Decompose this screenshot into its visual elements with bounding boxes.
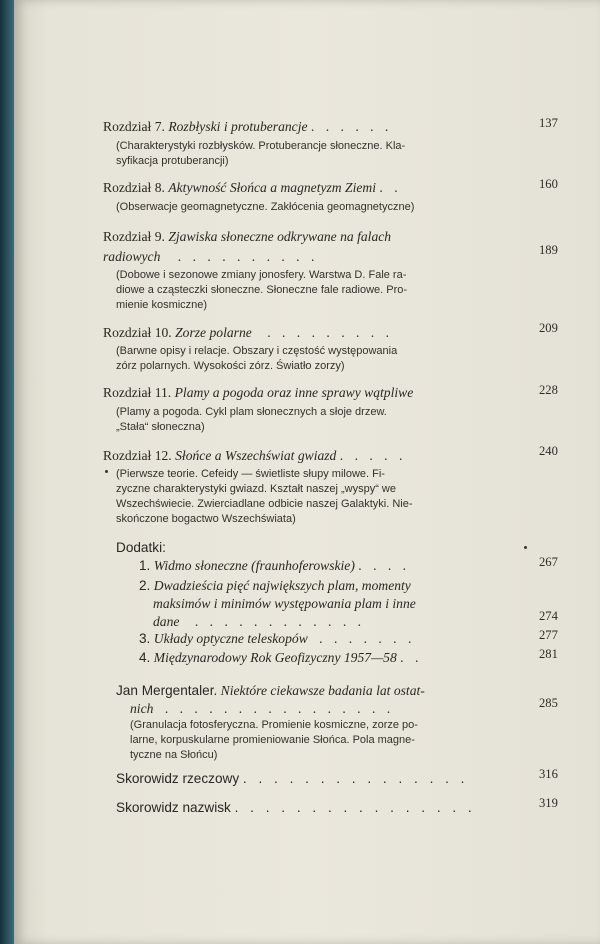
page-number: 189 [539, 243, 558, 257]
appendix-item-2-cont2 [153, 615, 365, 629]
leader-dots: . . . . . . . . . [267, 325, 393, 340]
desc-line: Wszechświecie. Zwierciadlane odbicie naszej Galaktyki. Nie- [116, 498, 413, 510]
appendix-title-cont: dane [153, 614, 180, 629]
desc-line: syfikacja protuberancji) [116, 155, 229, 167]
appendix-number: 4. [139, 650, 151, 665]
desc-line: (Barwne opisy i relacje. Obszary i częstość występowania [116, 345, 398, 357]
chapter-title: Słońce a Wszechświat gwiazd [175, 448, 337, 463]
chapter-description [116, 268, 536, 313]
desc-line: (Pierwsze teorie. Cefeidy — świetliste słupy milowe. Fi- [116, 468, 385, 480]
desc-line: skończone bogactwo Wszechświata) [116, 513, 296, 525]
appendix-item-2-cont [153, 597, 416, 611]
desc-line: larne, korpuskularne promieniowanie Słońca. Pola magne- [130, 734, 415, 746]
page-number: 319 [539, 796, 558, 810]
appendix-title: Widmo słoneczne (fraunhoferowskie) [153, 558, 355, 573]
leader-dots: . . [400, 650, 423, 665]
leader-dots: . . . . [358, 558, 411, 573]
page-number: 228 [539, 383, 558, 397]
ink-dot [105, 470, 108, 473]
ink-dot [524, 546, 527, 549]
desc-line: (Obserwacje geomagnetyczne. Zakłócenia geomagnetyczne) [116, 201, 415, 213]
chapter-description [116, 405, 536, 435]
toc-entry-mergentaler [116, 684, 425, 698]
desc-line: (Plamy a pogoda. Cykl plam słonecznych a słoje drzew. [116, 406, 387, 418]
page-number: 267 [539, 555, 558, 569]
book-spine-edge [0, 0, 14, 944]
book-page [14, 0, 600, 944]
table-of-contents [14, 0, 600, 944]
chapter-description [116, 344, 536, 374]
toc-entry-ch8 [103, 181, 402, 195]
toc-entry-ch12 [103, 449, 406, 463]
essay-description [130, 718, 550, 763]
leader-dots: . . . . . . . . . . . . [194, 614, 366, 629]
chapter-title: Rozbłyski i protuberancje [168, 119, 308, 134]
desc-line: mienie kosmiczne) [116, 299, 208, 311]
desc-line: (Charakterystyki rozbłysków. Protuberancje słoneczne. Kla- [116, 140, 406, 152]
page-number: 274 [539, 609, 558, 623]
appendix-number: 3. [139, 631, 151, 646]
author-name: Jan Mergentaler. [116, 683, 218, 698]
chapter-description [116, 200, 536, 215]
chapter-title: Plamy a pogoda oraz inne sprawy wątpliwe [174, 385, 414, 400]
desc-line: diowe a cząsteczki słoneczne. Słoneczne fale radiowe. Pro- [116, 284, 408, 296]
page-number: 277 [539, 628, 558, 642]
page-number: 316 [539, 767, 558, 781]
chapter-description [116, 139, 536, 169]
page-number: 137 [539, 116, 558, 130]
essay-title: Niektóre ciekawsze badania lat ostat- [220, 683, 425, 698]
chapter-title: Zjawiska słoneczne odkrywane na falach [168, 229, 392, 244]
appendix-number: 1. [139, 558, 151, 573]
desc-line: tyczne na Słońcu) [130, 749, 218, 761]
desc-line: „Stała“ słoneczna) [116, 421, 205, 433]
appendix-title: Dwadzieścia pięć największych plam, momenty [153, 578, 411, 593]
toc-entry-ch9-cont [103, 250, 318, 264]
essay-title-cont: nich [130, 701, 154, 716]
appendix-item-4 [139, 651, 422, 665]
index-subject [116, 772, 468, 786]
appendix-title: Układy optyczne teleskopów [153, 631, 308, 646]
leader-dots: . . . . . . . . . . . . . . . [242, 771, 469, 786]
index-label: Skorowidz rzeczowy [116, 771, 240, 786]
chapter-label: Rozdział 12. [103, 448, 172, 463]
appendix-item-3 [139, 632, 415, 646]
desc-line: zyczne charakterystyki gwiazd. Kształt naszej „wyspy“ we [116, 483, 396, 495]
appendix-title-cont: maksimów i minimów występowania plam i inne [153, 596, 416, 611]
chapter-label: Rozdział 8. [103, 180, 165, 195]
chapter-description [116, 467, 536, 527]
page-number: 209 [539, 321, 558, 335]
chapter-label: Rozdział 9. [103, 229, 165, 244]
chapter-label: Rozdział 11. [103, 385, 172, 400]
toc-entry-ch11 [103, 386, 413, 400]
index-names [116, 801, 476, 815]
chapter-title-cont: radiowych [103, 249, 161, 264]
chapter-label: Rozdział 10. [103, 325, 172, 340]
chapter-label: Rozdział 7. [103, 119, 165, 134]
page-number: 285 [539, 696, 558, 710]
leader-dots: . . . . . [339, 448, 407, 463]
desc-line: (Granulacja fotosferyczna. Promienie kosmiczne, zorze po- [130, 719, 418, 731]
index-label: Skorowidz nazwisk [116, 800, 231, 815]
chapter-title: Aktywność Słońca a magnetyzm Ziemi [168, 180, 376, 195]
toc-entry-ch10 [103, 326, 393, 340]
leader-dots: . . . . . . . . . . [177, 249, 319, 264]
desc-line: zórz polarnych. Wysokości zórz. Światło zorzy) [116, 360, 345, 372]
page-number: 160 [539, 177, 558, 191]
appendix-title: Międzynarodowy Rok Geofizyczny 1957—58 [153, 650, 397, 665]
leader-dots: . . . . . . . [319, 631, 416, 646]
leader-dots: . . . . . . [310, 119, 393, 134]
toc-entry-ch9 [103, 230, 391, 244]
leader-dots: . . . . . . . . . . . . . . . . [164, 701, 395, 716]
toc-entry-mergentaler-cont [130, 702, 394, 716]
appendix-item-2 [139, 579, 411, 593]
desc-line: (Dobowe i sezonowe zmiany jonosfery. Warstwa D. Fale ra- [116, 269, 407, 281]
appendix-number: 2. [139, 578, 151, 593]
page-number: 240 [539, 444, 558, 458]
leader-dots: . . . . . . . . . . . . . . . . [234, 800, 476, 815]
page-number: 281 [539, 647, 558, 661]
toc-entry-ch7 [103, 120, 392, 134]
chapter-title: Zorze polarne [175, 325, 252, 340]
appendix-heading: Dodatki: [116, 540, 166, 555]
appendix-item-1 [139, 559, 410, 573]
leader-dots: . . [379, 180, 402, 195]
